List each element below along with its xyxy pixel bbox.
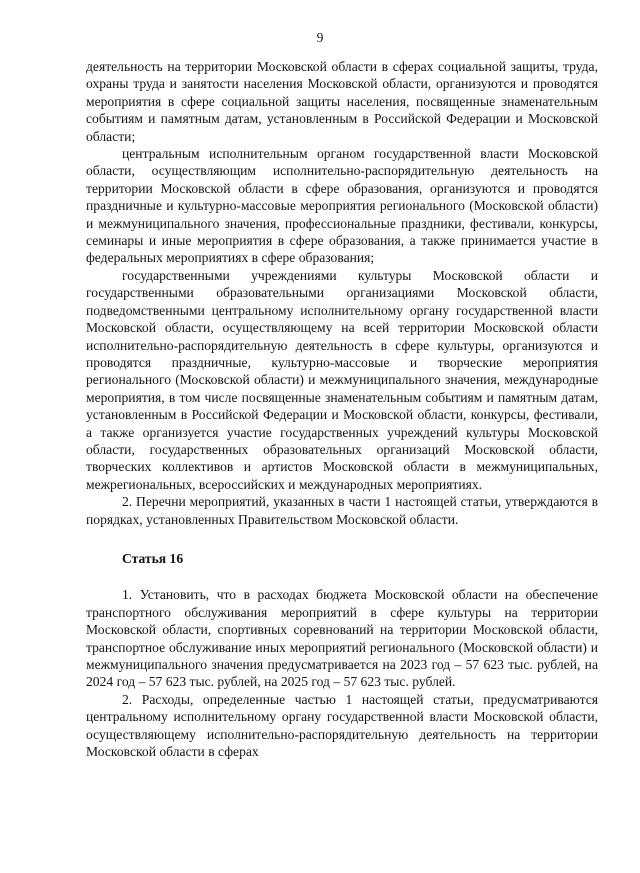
paragraph-education: центральным исполнительным органом государственной власти Московской области, осуществляющим исполнительно-распорядительную деятельность на территории Московской области в сфере образования, организуются и проводятся праздничные и культурно-массовые мероприятия регионального (Московской области) и межмуниципального значения, профессиональные праздники, фестивали, конкурсы, семинары и иные мероприятия в сфере образования, а также принимается участие в федеральных мероприятиях в сфере образования; [86, 146, 598, 266]
article-16-part-2: 2. Расходы, определенные частью 1 настоящей статьи, предусматриваются центральному исполнительному органу государственной власти Московской области, осуществляющему исполнительно-распорядительную деятельность на территории Московской области в сферах [86, 691, 598, 760]
paragraph-continuation: деятельность на территории Московской области в сферах социальной защиты, труда, охраны труда и занятости населения Московской области, организуются и проводятся мероприятия в сфере социальной защиты населения, посвященные знаменательным событиям и памятным датам, установленным в Российской Федерации и Московской области; [86, 59, 598, 144]
paragraph-culture: государственными учреждениями культуры Московской области и государственными образовательными организациями Московской области, подведомственными центральному исполнительному органу государственной власти Московской области, осуществляющему на всей территории Московской области исполнительно-распорядительную деятельность в сфере культуры, организуются и проводятся праздничные, культурно-массовые и творческие мероприятия регионального (Московской области) и межмуниципального значения, международные мероприятия, в том числе посвященные знаменательным событиям и памятным датам, установленным в Российской Федерации и Московской области, конкурсы, фестивали, а также организуется участие государственных учреждений культуры Московской области, государственных образовательных организаций Московской области, творческих коллективов и артистов Московской области в межмуниципальных, межрегиональных, всероссийских и международных мероприятиях. [86, 267, 598, 492]
page-number: 9 [316, 30, 324, 45]
article-title: Статья 16 [122, 550, 184, 566]
paragraph-part-2: 2. Перечни мероприятий, указанных в части 1 настоящей статьи, утверждаются в порядках, установленных Правительством Московской области. [86, 494, 598, 527]
article-16-part-1: 1. Установить, что в расходах бюджета Московской области на обеспечение транспортного обслуживания мероприятий в сфере культуры на территории Московской области, спортивных соревнований на территории Московской области, транспортное обслуживание иных мероприятий регионального (Московской области) и межмуниципального значения предусматривается на 2023 год – 57 623 тыс. рублей, на 2024 год – 57 623 тыс. рублей, на 2025 год – 57 623 тыс. рублей. [86, 587, 598, 690]
document-body [86, 58, 598, 760]
